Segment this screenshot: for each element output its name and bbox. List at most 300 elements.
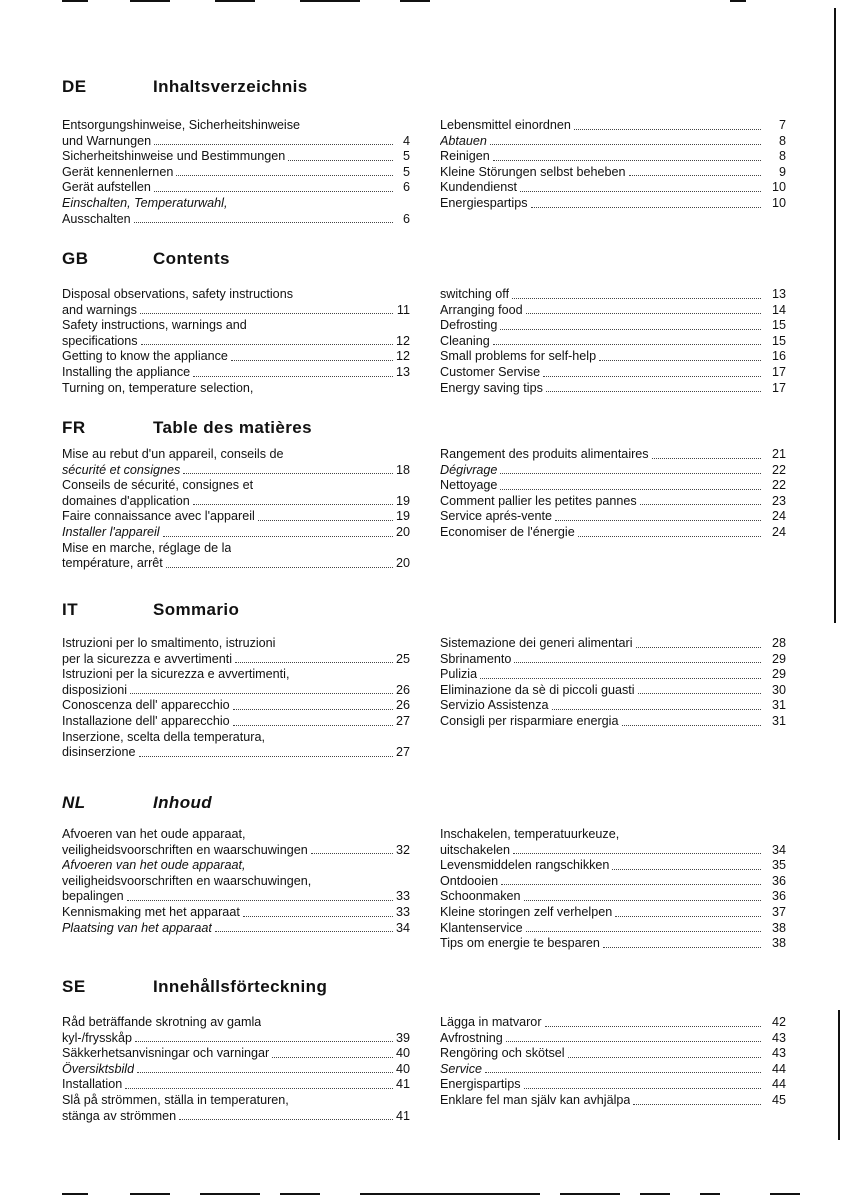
dot-leader <box>629 175 761 176</box>
toc-entry[interactable] <box>62 196 410 212</box>
toc-entry[interactable] <box>62 118 410 134</box>
toc-page-number: 31 <box>771 698 786 713</box>
toc-entry-text: per la sicurezza e avvertimenti <box>62 651 233 666</box>
toc-entry[interactable] <box>62 318 410 334</box>
dot-leader <box>520 191 761 192</box>
toc-page-number: 19 <box>396 509 411 524</box>
dot-leader <box>638 693 761 694</box>
toc-entry-text: Gerät kennenlernen <box>62 164 174 179</box>
toc-entry-text: Avfrostning <box>440 1030 503 1045</box>
toc-column-right <box>440 827 786 952</box>
toc-page-number: 26 <box>396 698 411 713</box>
dot-leader <box>500 473 761 474</box>
toc-page-number: 5 <box>402 149 410 164</box>
dot-leader <box>615 916 761 917</box>
toc-entry-text: Installer l'appareil <box>62 524 160 539</box>
toc-page-number: 39 <box>396 1030 411 1045</box>
toc-entry[interactable] <box>440 334 786 350</box>
toc-page-number: 25 <box>396 651 411 666</box>
toc-page-number: 24 <box>771 524 786 539</box>
dot-leader <box>193 376 393 377</box>
dot-leader <box>546 391 761 392</box>
toc-entry[interactable] <box>440 1015 786 1031</box>
toc-entry[interactable] <box>62 556 410 572</box>
scan-edge-mark <box>62 1193 88 1195</box>
toc-page-number: 38 <box>771 936 786 951</box>
dot-leader <box>574 129 761 130</box>
toc-page-number: 43 <box>771 1046 786 1061</box>
toc-entry-text: Conseils de sécurité, consignes et <box>62 478 254 493</box>
toc-entry-text: Ontdooien <box>440 873 499 888</box>
toc-entry-text: Inschakelen, temperatuurkeuze, <box>440 827 620 841</box>
dot-leader <box>480 678 761 679</box>
dot-leader <box>166 567 393 568</box>
toc-entry-text: disinserzione <box>62 745 136 760</box>
toc-entry-text: Afvoeren van het oude apparaat, <box>62 827 246 841</box>
toc-entry[interactable] <box>440 287 786 303</box>
dot-leader <box>493 160 761 161</box>
toc-entry[interactable] <box>440 196 786 212</box>
toc-column-left <box>62 447 410 572</box>
toc-page-number: 5 <box>402 164 410 179</box>
scan-edge-mark <box>834 8 836 623</box>
dot-leader <box>568 1057 761 1058</box>
scan-edge-mark <box>770 1193 800 1195</box>
toc-column-left <box>62 636 410 761</box>
toc-page-number: 14 <box>771 302 786 317</box>
toc-entry-text: veiligheidsvoorschriften en waarschuwingen <box>62 842 308 857</box>
dot-leader <box>506 1041 761 1042</box>
toc-page-number: 36 <box>771 873 786 888</box>
dot-leader <box>552 709 762 710</box>
toc-entry[interactable] <box>62 134 410 150</box>
toc-entry-text: Faire connaissance avec l'appareil <box>62 509 255 524</box>
toc-entry[interactable] <box>62 541 410 557</box>
dot-leader <box>612 869 761 870</box>
toc-entry-text: Ausschalten <box>62 211 131 226</box>
toc-entry-text: Servizio Assistenza <box>440 698 549 713</box>
section-title: Inhoud <box>153 793 213 812</box>
toc-page-number: 18 <box>396 462 411 477</box>
dot-leader <box>127 900 393 901</box>
toc-entry-text: Conoscenza dell' apparecchio <box>62 698 230 713</box>
toc-entry[interactable] <box>62 667 410 683</box>
toc-entry[interactable] <box>440 509 786 525</box>
scan-edge-mark <box>560 1193 620 1195</box>
toc-column-right <box>440 636 786 730</box>
toc-entry[interactable] <box>440 180 786 196</box>
scan-edge-mark <box>700 1193 720 1195</box>
toc-entry-text: veiligheidsvoorschriften en waarschuwingen, <box>62 873 312 888</box>
toc-entry-text: Kennismaking met het apparaat <box>62 904 240 919</box>
toc-entry[interactable] <box>440 698 786 714</box>
toc-entry-text: Cleaning <box>440 333 490 348</box>
toc-entry[interactable] <box>440 1046 786 1062</box>
toc-page-number: 6 <box>402 211 410 226</box>
toc-entry[interactable] <box>440 858 786 874</box>
dot-leader <box>140 313 393 314</box>
toc-entry[interactable] <box>440 478 786 494</box>
toc-page-number: 40 <box>396 1061 411 1076</box>
toc-entry[interactable] <box>62 1093 410 1109</box>
dot-leader <box>512 298 761 299</box>
toc-entry-text: Gerät aufstellen <box>62 180 151 195</box>
toc-entry-text: Slå på strömmen, ställa in temperaturen, <box>62 1092 289 1107</box>
toc-entry[interactable] <box>440 636 786 652</box>
toc-page-number: 15 <box>771 318 786 333</box>
toc-entry[interactable] <box>440 843 786 859</box>
toc-entry-text: disposizioni <box>62 682 128 697</box>
toc-entry-text: Energispartips <box>440 1077 521 1092</box>
toc-page-number: 4 <box>402 133 410 148</box>
toc-entry[interactable] <box>62 494 410 510</box>
toc-column-left <box>62 1015 410 1124</box>
toc-entry[interactable] <box>440 936 786 952</box>
toc-entry-text: Enklare fel man själv kan avhjälpa <box>440 1092 631 1107</box>
dot-leader <box>135 1041 393 1042</box>
toc-entry[interactable] <box>62 1109 410 1125</box>
toc-entry[interactable] <box>440 381 786 397</box>
section-title: Sommario <box>153 600 240 619</box>
toc-entry[interactable] <box>62 287 410 303</box>
toc-entry-text: sécurité et consignes <box>62 462 181 477</box>
toc-entry[interactable] <box>440 1062 786 1078</box>
dot-leader <box>485 1072 761 1073</box>
toc-entry[interactable] <box>440 494 786 510</box>
toc-entry[interactable] <box>62 889 410 905</box>
dot-leader <box>258 520 393 521</box>
toc-entry-text: Lägga in matvaror <box>440 1015 542 1029</box>
toc-column-left <box>62 827 410 936</box>
toc-entry-text: Energiespartips <box>440 195 528 210</box>
dot-leader <box>603 947 761 948</box>
toc-entry-text: domaines d'application <box>62 493 190 508</box>
dot-leader <box>555 520 761 521</box>
dot-leader <box>243 916 393 917</box>
dot-leader <box>231 360 393 361</box>
toc-entry[interactable] <box>62 1062 410 1078</box>
toc-entry-text: Nettoyage <box>440 478 498 493</box>
scan-edge-mark <box>130 1193 170 1195</box>
dot-leader <box>526 313 761 314</box>
toc-page-number: 11 <box>396 302 410 317</box>
toc-page-number: 13 <box>771 287 786 301</box>
toc-entry[interactable] <box>62 303 410 319</box>
toc-page-number: 13 <box>396 364 411 379</box>
toc-entry[interactable] <box>440 318 786 334</box>
toc-entry[interactable] <box>62 1046 410 1062</box>
toc-entry-text: Abtauen <box>440 133 487 148</box>
toc-entry[interactable] <box>440 889 786 905</box>
dot-leader <box>130 693 393 694</box>
language-code: SE <box>62 977 86 996</box>
toc-entry[interactable] <box>62 365 410 381</box>
toc-entry-text: Disposal observations, safety instructions <box>62 287 293 301</box>
toc-entry-text: température, arrêt <box>62 556 163 571</box>
toc-entry-text: Arranging food <box>440 302 523 317</box>
toc-page-number: 28 <box>771 636 786 650</box>
dot-leader <box>500 489 761 490</box>
toc-entry-text: Defrosting <box>440 318 498 333</box>
dot-leader <box>513 853 761 854</box>
toc-entry-text: switching off <box>440 287 510 301</box>
toc-entry[interactable] <box>62 349 410 365</box>
toc-entry[interactable] <box>440 652 786 668</box>
toc-entry[interactable] <box>440 827 786 843</box>
dot-leader <box>176 175 393 176</box>
toc-entry[interactable] <box>440 667 786 683</box>
toc-page-number: 17 <box>771 380 786 395</box>
toc-entry[interactable] <box>62 463 410 479</box>
language-code: IT <box>62 600 79 619</box>
toc-entry-text: Afvoeren van het oude apparaat, <box>62 858 246 873</box>
toc-entry[interactable] <box>62 525 410 541</box>
toc-entry[interactable] <box>440 683 786 699</box>
toc-page-number: 40 <box>396 1046 411 1061</box>
dot-leader <box>622 725 762 726</box>
toc-entry[interactable] <box>62 921 410 937</box>
toc-entry[interactable] <box>440 905 786 921</box>
toc-entry[interactable] <box>62 874 410 890</box>
toc-entry[interactable] <box>440 1077 786 1093</box>
toc-column-right <box>440 447 786 541</box>
toc-page-number: 7 <box>778 118 786 132</box>
scan-edge-mark <box>130 0 170 2</box>
toc-page-number: 34 <box>396 920 411 935</box>
toc-entry-text: Sbrinamento <box>440 651 512 666</box>
toc-entry-text: Economiser de l'énergie <box>440 524 575 539</box>
toc-entry-text: Istruzioni per la sicurezza e avvertimenti, <box>62 667 290 682</box>
toc-entry[interactable] <box>440 349 786 365</box>
toc-entry[interactable] <box>62 745 410 761</box>
toc-entry-text: Klantenservice <box>440 920 523 935</box>
toc-entry-text: Mise au rebut d'un appareil, conseils de <box>62 447 284 461</box>
language-code: NL <box>62 793 86 812</box>
dot-leader <box>233 709 393 710</box>
toc-entry-text: Dégivrage <box>440 462 498 477</box>
toc-page-number: 44 <box>771 1061 786 1076</box>
dot-leader <box>543 376 761 377</box>
section-title: Inhaltsverzeichnis <box>153 77 308 96</box>
toc-entry[interactable] <box>62 149 410 165</box>
toc-entry[interactable] <box>62 843 410 859</box>
toc-entry[interactable] <box>62 714 410 730</box>
scan-edge-mark <box>400 0 430 2</box>
toc-entry[interactable] <box>440 303 786 319</box>
toc-entry[interactable] <box>62 1015 410 1031</box>
toc-entry-text: Einschalten, Temperaturwahl, <box>62 195 228 210</box>
toc-entry-text: Sicherheitshinweise und Bestimmungen <box>62 149 286 164</box>
dot-leader <box>272 1057 393 1058</box>
toc-entry-text: Kundendienst <box>440 180 518 195</box>
toc-entry-text: Customer Servise <box>440 364 541 379</box>
toc-entry[interactable] <box>440 525 786 541</box>
toc-column-left <box>62 118 410 227</box>
toc-entry[interactable] <box>62 334 410 350</box>
toc-entry-text: Rengöring och skötsel <box>440 1046 565 1061</box>
scan-edge-mark <box>200 1193 260 1195</box>
toc-page-number: 33 <box>396 889 411 904</box>
toc-entry[interactable] <box>62 683 410 699</box>
dot-leader <box>235 662 393 663</box>
toc-entry-text: Installazione dell' apparecchio <box>62 713 230 728</box>
toc-entry-text: bepalingen <box>62 889 124 904</box>
toc-column-right <box>440 1015 786 1109</box>
toc-page-number: 41 <box>396 1077 411 1092</box>
toc-entry-text: kyl-/frysskåp <box>62 1030 132 1045</box>
toc-entry[interactable] <box>62 652 410 668</box>
dot-leader <box>599 360 761 361</box>
toc-entry[interactable] <box>62 636 410 652</box>
toc-entry-text: Installation <box>62 1077 123 1092</box>
toc-entry[interactable] <box>62 905 410 921</box>
toc-entry[interactable] <box>62 478 410 494</box>
dot-leader <box>652 458 761 459</box>
toc-page-number: 26 <box>396 682 411 697</box>
toc-entry[interactable] <box>440 149 786 165</box>
toc-entry[interactable] <box>440 1031 786 1047</box>
scan-edge-mark <box>62 0 88 2</box>
dot-leader <box>134 222 393 223</box>
toc-page-number: 6 <box>402 180 410 195</box>
toc-page-number: 41 <box>396 1108 411 1123</box>
toc-entry[interactable] <box>62 381 410 397</box>
toc-entry-text: Reinigen <box>440 149 490 164</box>
toc-entry-text: Plaatsing van het apparaat <box>62 920 212 935</box>
toc-page-number: 9 <box>778 164 786 179</box>
toc-entry[interactable] <box>62 509 410 525</box>
toc-page-number: 8 <box>778 149 786 164</box>
dot-leader <box>139 756 393 757</box>
toc-entry-text: und Warnungen <box>62 133 152 148</box>
scan-edge-mark <box>215 0 255 2</box>
scan-edge-mark <box>838 1010 840 1140</box>
dot-leader <box>501 884 761 885</box>
dot-leader <box>531 207 761 208</box>
toc-entry[interactable] <box>62 447 410 463</box>
dot-leader <box>163 536 393 537</box>
toc-entry[interactable] <box>440 1093 786 1109</box>
toc-entry-text: Säkkerhetsanvisningar och varningar <box>62 1046 270 1061</box>
toc-entry[interactable] <box>440 921 786 937</box>
toc-page-number: 31 <box>771 713 786 728</box>
toc-entry-text: Lebensmittel einordnen <box>440 118 571 132</box>
dot-leader <box>288 160 393 161</box>
section-title: Contents <box>153 249 230 268</box>
toc-entry[interactable] <box>440 134 786 150</box>
section-title: Innehållsförteckning <box>153 977 328 996</box>
toc-page-number: 17 <box>771 364 786 379</box>
toc-entry[interactable] <box>440 874 786 890</box>
scan-edge-mark <box>640 1193 670 1195</box>
scan-edge-mark <box>730 0 746 2</box>
dot-leader <box>524 900 761 901</box>
section-title: Table des matières <box>153 418 313 437</box>
toc-entry-text: Rangement des produits alimentaires <box>440 447 649 461</box>
toc-page-number: 21 <box>771 447 786 461</box>
toc-page-number: 29 <box>771 667 786 682</box>
dot-leader <box>545 1026 761 1027</box>
toc-page-number: 20 <box>396 556 411 571</box>
toc-page-number: 38 <box>771 920 786 935</box>
dot-leader <box>524 1088 761 1089</box>
toc-entry-text: Tips om energie te besparen <box>440 936 600 951</box>
toc-page-number: 44 <box>771 1077 786 1092</box>
toc-entry-text: Small problems for self-help <box>440 349 597 364</box>
toc-entry[interactable] <box>440 118 786 134</box>
dot-leader <box>141 344 393 345</box>
toc-entry[interactable] <box>62 730 410 746</box>
toc-page-number: 10 <box>771 180 786 195</box>
toc-entry[interactable] <box>440 365 786 381</box>
toc-entry[interactable] <box>62 1031 410 1047</box>
dot-leader <box>233 725 393 726</box>
toc-page-number: 15 <box>771 333 786 348</box>
toc-page-number: 30 <box>771 682 786 697</box>
dot-leader <box>125 1088 393 1089</box>
toc-entry[interactable] <box>62 827 410 843</box>
toc-entry-text: Schoonmaken <box>440 889 521 904</box>
toc-page-number: 10 <box>771 195 786 210</box>
toc-entry[interactable] <box>440 463 786 479</box>
toc-entry-text: Service aprés-vente <box>440 509 552 524</box>
toc-entry-text: Kleine storingen zelf verhelpen <box>440 904 613 919</box>
scan-edge-mark <box>280 1193 320 1195</box>
toc-entry-text: and warnings <box>62 302 137 317</box>
dot-leader <box>578 536 761 537</box>
toc-entry-text: Inserzione, scelta della temperatura, <box>62 729 266 744</box>
toc-entry-text: Comment pallier les petites pannes <box>440 493 637 508</box>
toc-page-number: 45 <box>771 1092 786 1107</box>
toc-entry[interactable] <box>440 714 786 730</box>
dot-leader <box>154 191 393 192</box>
toc-entry[interactable] <box>62 858 410 874</box>
toc-entry-text: Entsorgungshinweise, Sicherheitshinweise <box>62 118 301 132</box>
toc-entry-text: Getting to know the appliance <box>62 349 228 364</box>
toc-entry-text: specifications <box>62 333 138 348</box>
toc-entry-text: stänga av strömmen <box>62 1108 177 1123</box>
toc-page-number: 27 <box>396 713 411 728</box>
toc-page-number: 29 <box>771 651 786 666</box>
toc-entry[interactable] <box>62 212 410 228</box>
dot-leader <box>526 931 761 932</box>
toc-entry[interactable] <box>62 1077 410 1093</box>
dot-leader <box>137 1072 393 1073</box>
toc-page-number: 8 <box>778 133 786 148</box>
toc-entry-text: Service <box>440 1061 482 1076</box>
language-code: DE <box>62 77 87 96</box>
dot-leader <box>490 144 761 145</box>
toc-page-number: 22 <box>771 462 786 477</box>
toc-entry[interactable] <box>62 165 410 181</box>
toc-page-number: 24 <box>771 509 786 524</box>
toc-entry-text: Eliminazione da sè di piccoli guasti <box>440 682 635 697</box>
dot-leader <box>179 1119 393 1120</box>
toc-page-number: 37 <box>771 904 786 919</box>
toc-entry[interactable] <box>62 180 410 196</box>
toc-entry-text: Översiktsbild <box>62 1061 135 1076</box>
toc-entry-text: Installing the appliance <box>62 364 191 379</box>
dot-leader <box>154 144 393 145</box>
toc-entry[interactable] <box>440 165 786 181</box>
toc-entry[interactable] <box>440 447 786 463</box>
dot-leader <box>193 504 393 505</box>
toc-page-number: 12 <box>396 333 411 348</box>
toc-entry[interactable] <box>62 698 410 714</box>
toc-entry-text: Consigli per risparmiare energia <box>440 713 619 728</box>
toc-page-number: 42 <box>771 1015 786 1029</box>
dot-leader <box>500 329 761 330</box>
